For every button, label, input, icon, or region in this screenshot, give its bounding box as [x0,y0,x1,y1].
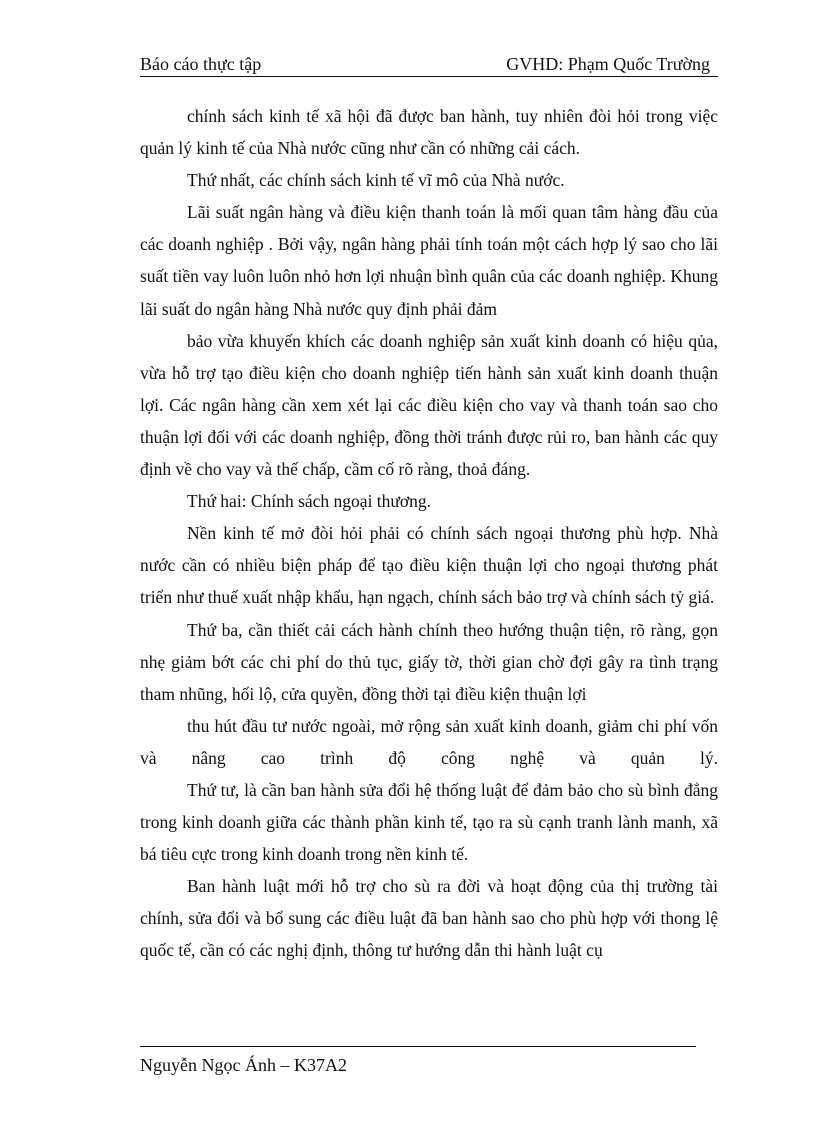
paragraph: Ban hành luật mới hỗ trợ cho sù ra đời và hoạt động của thị trường tài chính, sửa đổi và bổ sung các điều luật đã ban hành sao cho phù hợp với thong lệ quốc tế, cần có các nghị định, thông tư hướng dẫn thi hành luật cụ [140,876,718,961]
paragraph: Thứ hai: Chính sách ngoại thương. [187,491,432,512]
report-title: Báo cáo thực tập [140,54,262,74]
paragraph: thu hút đầu tư nước ngoài, mở rộng sản xuất kinh doanh, giảm chi phí vốn và nâng cao trình độ công nghệ và quản lý. [140,715,718,768]
paragraph: Thứ tư, là cần ban hành sửa đổi hệ thống luật để đảm bảo cho sù bình đẳng trong kinh doanh giữa các thành phần kinh tế, tạo ra sù cạnh tranh lành manh, xã bá tiêu cực trong kinh doanh trong nền kinh tế. [140,779,718,865]
body-text [140,100,718,967]
page-header [140,52,718,77]
paragraph: Lãi suất ngân hàng và điều kiện thanh toán là mối quan tâm hàng đầu của các doanh nghiệp . Bởi vậy, ngân hàng phải tính toán một cách hợp lý sao cho lãi suất tiền vay luôn luôn nhỏ hơn lợi nhuận bình quân của các doanh nghiệp. Khung lãi suất do ngân hàng Nhà nước quy định phải đảm [140,202,718,319]
paragraph: Nền kinh tế mở đòi hỏi phải có chính sách ngoại thương phù hợp. Nhà nước cần có nhiều biện pháp để tạo điều kiện thuận lợi cho ngoại thương phát triển như thuế xuất nhập khẩu, hạn ngạch, chính sách bảo trợ và chính sách tỷ giá. [140,523,718,608]
paragraph: Thứ nhất, các chính sách kinh tế vĩ mô của Nhà nước. [187,170,565,191]
page-footer: Nguyễn Ngọc Ánh – K37A2 [140,1055,347,1075]
paragraph: chính sách kinh tế xã hội đã được ban hành, tuy nhiên đòi hỏi trong việc quản lý kinh tế của Nhà nước cũng như cần có những cải cách. [140,106,718,159]
paragraph: bảo vừa khuyến khích các doanh nghiệp sản xuất kinh doanh có hiệu qủa, vừa hỗ trợ tạo điều kiện cho doanh nghiệp tiến hành sản xuất kinh doanh thuận lợi. Các ngân hàng cần xem xét lại các điều kiện cho vay và thanh toán sao cho thuận lợi đối với các doanh nghiệp, đồng thời tránh được rủi ro, ban hành các quy định về cho vay và thế chấp, cầm cố rõ ràng, thoả đáng. [140,330,718,480]
footer-divider [140,1046,696,1047]
supervisor-name: GVHD: Phạm Quốc Trường [506,54,710,74]
paragraph: Thứ ba, cần thiết cải cách hành chính theo hướng thuận tiện, rõ ràng, gọn nhẹ giảm bớt các chi phí do thủ tục, giấy tờ, thời gian chờ đợi gây ra tình trạng tham nhũng, hối lộ, cửa quyền, đồng thời tại điều kiện thuận lợi [140,619,718,704]
